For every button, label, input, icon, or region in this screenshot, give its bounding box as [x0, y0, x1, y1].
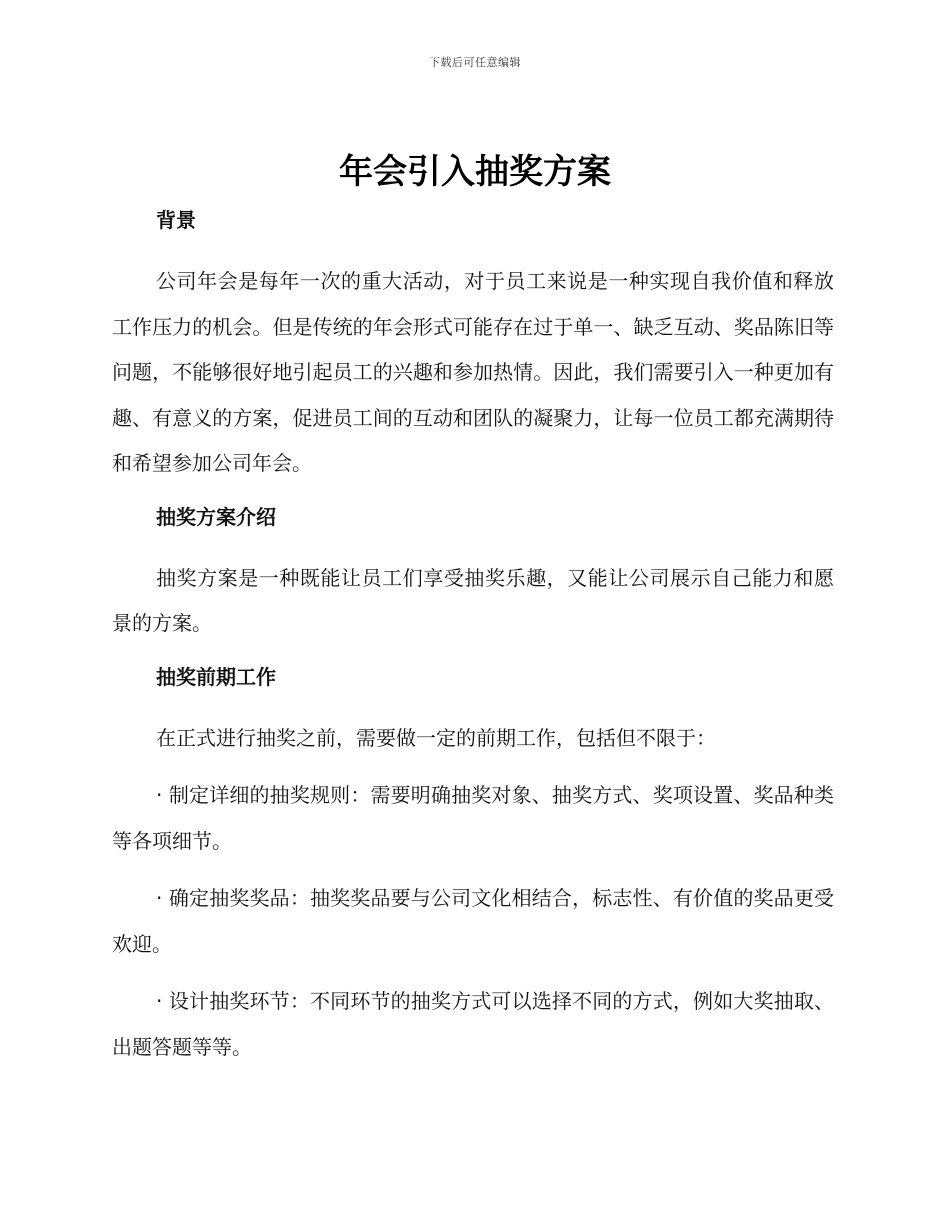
document-title: 年会引入抽奖方案 — [339, 152, 611, 192]
lottery-intro-paragraph: 抽奖方案是一种既能让员工们享受抽奖乐趣，又能让公司展示自己能力和愿景的方案。 — [112, 565, 834, 635]
background-paragraph: 公司年会是每年一次的重大活动，对于员工来说是一种实现自我价值和释放工作压力的机会。但是传统的年会形式可能存在过于单一、缺乏互动、奖品陈旧等问题，不能够很好地引起员工的兴趣和参加热情。因此，我们需要引入一种更加有趣、有意义的方案，促进员工间的互动和团队的凝聚力，让每一位员工都充满期待和希望参加公司年会。 — [112, 269, 834, 475]
preparation-item-stages: · 设计抽奖环节：不同环节的抽奖方式可以选择不同的方式，例如大奖抽取、出题答题等等。 — [112, 989, 834, 1059]
preparation-item-rules: · 制定详细的抽奖规则：需要明确抽奖对象、抽奖方式、奖项设置、奖品种类等各项细节。 — [112, 783, 834, 853]
preparation-intro-paragraph: 在正式进行抽奖之前，需要做一定的前期工作，包括但不限于： — [156, 725, 716, 750]
header-note: 下载后可任意编辑 — [429, 56, 521, 69]
document-body — [112, 202, 834, 1082]
section-heading-lottery-intro: 抽奖方案介绍 — [156, 504, 276, 529]
section-heading-background: 背景 — [156, 208, 196, 232]
section-heading-preparation: 抽奖前期工作 — [156, 664, 276, 689]
preparation-item-prizes: · 确定抽奖奖品：抽奖奖品要与公司文化相结合，标志性、有价值的奖品更受欢迎。 — [112, 886, 834, 956]
